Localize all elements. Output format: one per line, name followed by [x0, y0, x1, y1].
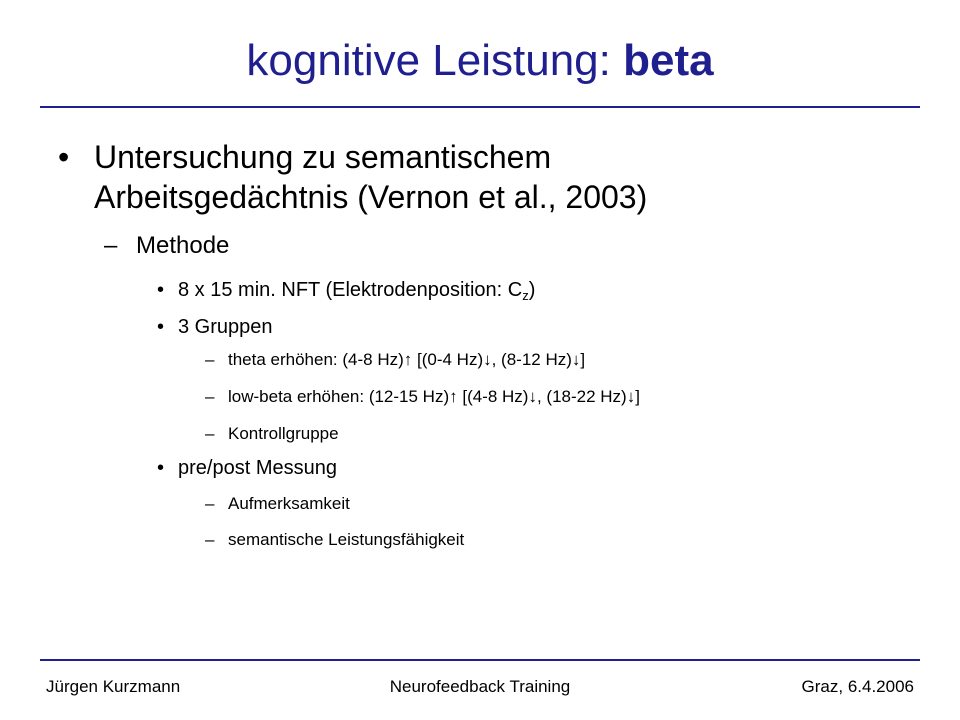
item-semantische-leistung: semantische Leistungsfähigkeit [228, 530, 465, 549]
bullet-marker-prepost: • [157, 457, 165, 479]
footer-author: Jürgen Kurzmann [46, 677, 181, 696]
dash-marker-aufmerksamkeit: – [205, 494, 215, 513]
item-lowbeta: low-beta erhöhen: (12-15 Hz)↑ [(4-8 Hz)↓, (18-22 Hz)↓] [228, 387, 640, 406]
dash-marker-methode: – [104, 232, 118, 259]
bullet-nft [178, 277, 535, 309]
bullet-nft-subscript: z [522, 288, 529, 303]
item-aufmerksamkeit: Aufmerksamkeit [228, 494, 350, 513]
bullet-gruppen: 3 Gruppen [178, 316, 273, 338]
item-theta: theta erhöhen: (4-8 Hz)↑ [(0-4 Hz)↓, (8-12 Hz)↓] [228, 350, 586, 369]
dash-marker-theta: – [205, 350, 215, 369]
bullet-nft-text: 8 x 15 min. NFT (Elektrodenposition: C [178, 279, 523, 301]
bullet-marker-nft: • [157, 279, 165, 301]
footer-divider [40, 659, 920, 661]
bullet-marker-gruppen: • [157, 316, 165, 338]
bullet-main-line2: Arbeitsgedächtnis (Vernon et al., 2003) [94, 179, 648, 215]
dash-marker-lowbeta: – [205, 387, 215, 406]
bullet-prepost: pre/post Messung [178, 457, 337, 479]
bullet-nft-suffix: ) [528, 279, 536, 301]
footer-place-date: Graz, 6.4.2006 [801, 677, 914, 696]
title-divider [40, 106, 920, 108]
dash-marker-kontroll: – [205, 424, 215, 443]
bullet-marker-main: • [58, 139, 70, 175]
footer-center-title: Neurofeedback Training [389, 677, 571, 696]
bullet-main-line1: Untersuchung zu semantischem [94, 139, 552, 175]
subheading-methode: Methode [136, 232, 230, 259]
item-kontrollgruppe: Kontrollgruppe [228, 424, 339, 443]
slide-title-regular: kognitive Leistung: [246, 36, 624, 85]
dash-marker-semantisch: – [205, 530, 215, 549]
slide-title [0, 36, 960, 86]
slide-title-bold: beta [623, 36, 714, 85]
